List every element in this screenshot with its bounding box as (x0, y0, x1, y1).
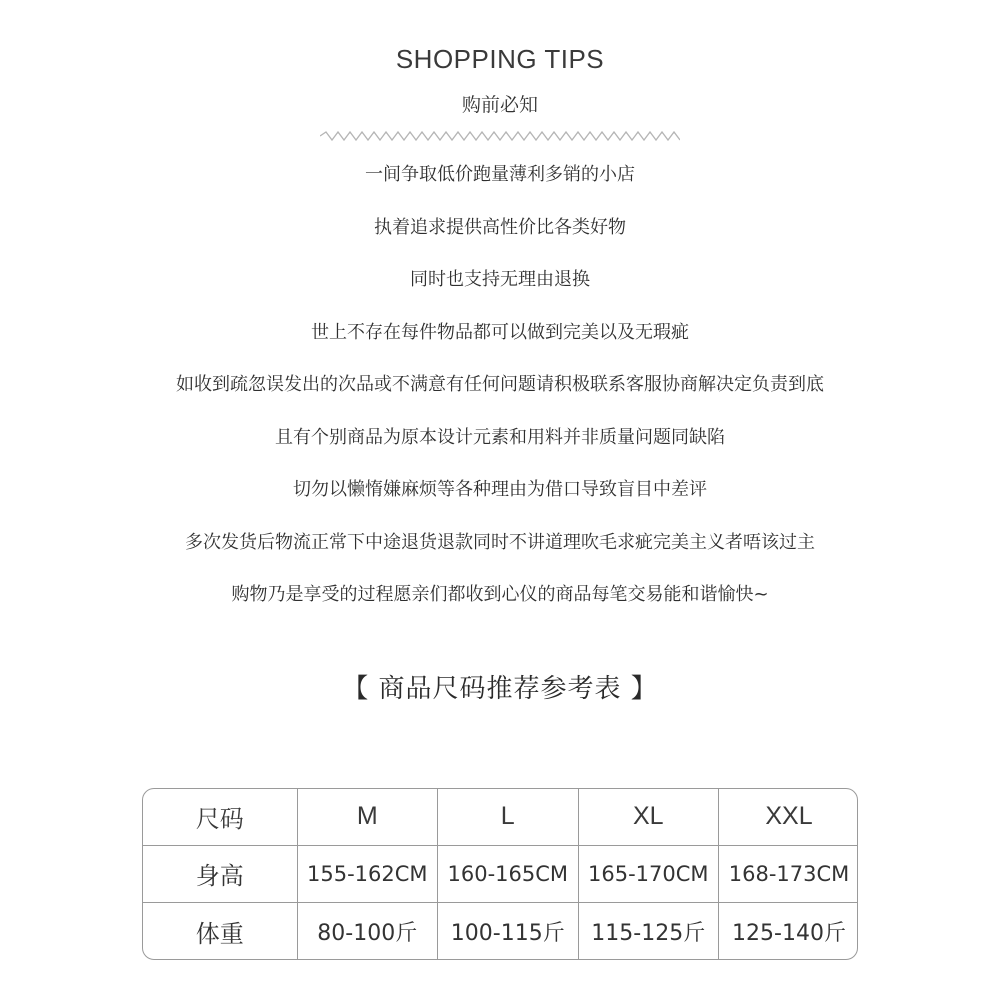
size-chart-title: 【 商品尺码推荐参考表 】 (342, 674, 658, 704)
tip-line: 一间争取低价跑量薄利多销的小店 (365, 164, 635, 185)
tip-line: 执着追求提供高性价比各类好物 (374, 216, 626, 238)
weight-label-cell: 体重 (143, 903, 297, 959)
tip-line: 世上不存在每件物品都可以做到完美以及无瑕疵 (311, 321, 689, 343)
tip-line: 多次发货后物流正常下中途退货退款同时不讲道理吹毛求疵完美主义者唔该过主 (185, 531, 815, 553)
size-header-row (143, 789, 858, 845)
size-cell-xxl: XXL (719, 789, 859, 845)
weight-row (143, 903, 858, 959)
tip-line: 切勿以懒惰嫌麻烦等各种理由为借口导致盲目中差评 (293, 479, 707, 500)
page-subtitle: 购前必知 (461, 94, 538, 116)
size-label-cell: 尺码 (143, 789, 297, 845)
weight-cell-xxl: 125-140斤 (732, 920, 846, 946)
wave-divider (320, 130, 680, 142)
size-cell-xl: XL (578, 789, 719, 845)
height-cell-xxl: 168-173CM (719, 845, 859, 902)
height-cell-m: 155-162CM (297, 845, 438, 902)
page-title: SHOPPING TIPS (395, 44, 605, 74)
tip-line: 购物乃是享受的过程愿亲们都收到心仪的商品每笔交易能和谐愉快~ (231, 584, 769, 605)
size-cell-l: L (438, 789, 579, 845)
weight-cell-l: 100-115斤 (438, 903, 579, 959)
weight-cell-m: 80-100斤 (297, 903, 438, 959)
height-row (143, 845, 858, 902)
size-cell-m: M (297, 789, 438, 845)
tip-line: 且有个别商品为原本设计元素和用料并非质量问题同缺陷 (275, 426, 725, 448)
height-cell-l: 160-165CM (438, 845, 579, 902)
weight-cell-xl: 115-125斤 (578, 903, 719, 959)
shopping-tips-list (0, 160, 1000, 633)
size-chart-table (142, 788, 858, 960)
tip-line: 如收到疏忽误发出的次品或不满意有任何问题请积极联系客服协商解决定负责到底 (176, 374, 824, 395)
height-label-cell: 身高 (143, 845, 297, 902)
height-cell-xl: 165-170CM (578, 845, 719, 902)
tip-line: 同时也支持无理由退换 (410, 269, 590, 290)
